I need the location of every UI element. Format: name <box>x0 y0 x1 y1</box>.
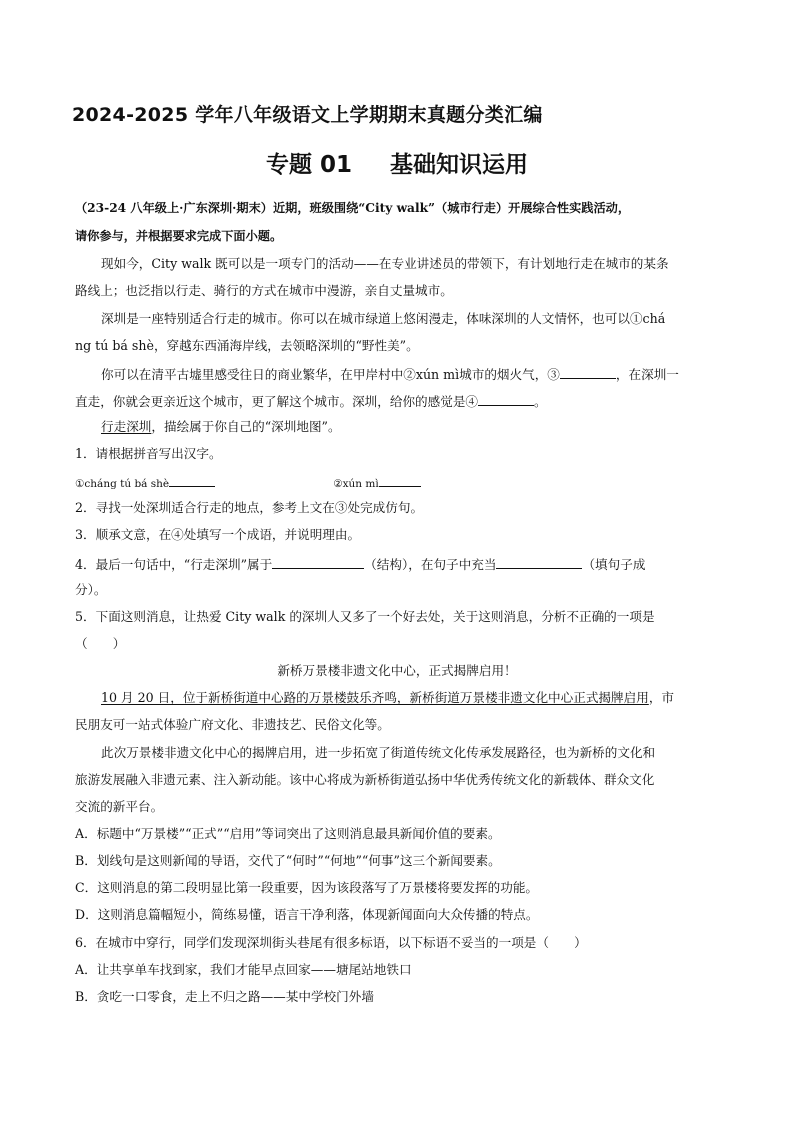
option-6b: B．贪吃一口零食，走上不归之路——某中学校门外墙 <box>75 989 374 1004</box>
news-p1-line-2: 民朋友可一站式体验广府文化、非遗技艺、民俗文化等。 <box>75 717 390 732</box>
passage-p3-text-c: 直走，你就会更亲近这个城市，更了解这个城市。深圳，给你的感觉是④ <box>75 394 478 409</box>
intro-line-1: （23-24 八年级上·广东深圳·期末）近期，班级围绕“City walk”（城市行走）开展综合性实践活动， <box>75 201 631 215</box>
passage-p3-text-d: 。 <box>534 394 547 409</box>
blank-3[interactable] <box>560 365 616 379</box>
question-5-line-1: 5．下面这则消息，让热爱 City walk 的深圳人又多了一个好去处，关于这则消息，分析不正确的一项是 <box>75 609 655 624</box>
passage-p2-line-2: ng tú bá shè，穿越东西涌海岸线，去领略深圳的“野性美”。 <box>75 338 419 353</box>
question-2: 2．寻找一处深圳适合行走的地点，参考上文在③处完成仿句。 <box>75 500 424 515</box>
passage-p3-text-b: ，在深圳一 <box>615 367 679 382</box>
news-p2-line-3: 交流的新平台。 <box>75 799 164 814</box>
collection-header: 2024-2025 学年八年级语文上学期期末真题分类汇编 <box>72 104 543 126</box>
passage-p2-line-1: 深圳是一座特别适合行走的城市。你可以在城市绿道上悠闲漫走，体味深圳的人文情怀，也可以①chá <box>101 311 666 326</box>
question-4-text-b: （结构），在句子中充当 <box>364 557 497 572</box>
answer-blank-structure[interactable] <box>272 555 364 569</box>
question-5-line-2: （ ） <box>75 636 126 651</box>
question-6: 6．在城市中穿行，同学们发现深圳街头巷尾有很多标语，以下标语不妥当的一项是（ ） <box>75 935 587 950</box>
blank-4[interactable] <box>478 392 534 406</box>
news-p2-line-2: 旅游发展融入非遗元素、注入新动能。该中心将成为新桥街道弘扬中华优秀传统文化的新载体、群众文化 <box>75 772 655 787</box>
answer-blank-2[interactable] <box>379 473 421 487</box>
question-4-line-2: 分）。 <box>75 582 107 597</box>
underlined-phrase: 行走深圳 <box>101 419 152 434</box>
news-title: 新桥万景楼非遗文化中心，正式揭牌启用！ <box>277 663 517 678</box>
option-5d: D．这则消息篇幅短小，简练易懂，语言干净利落，体现新闻面向大众传播的特点。 <box>75 907 539 922</box>
question-4 <box>75 555 723 573</box>
passage-p3-line-1 <box>101 365 749 383</box>
passage-p3-line-2 <box>75 392 723 410</box>
passage-p1-line-1: 现如今，City walk 既可以是一项专门的活动——在专业讲述员的带领下，有计划地行走在城市的某条 <box>101 256 669 271</box>
topic-name: 基础知识运用 <box>390 152 528 178</box>
question-1: 1．请根据拼音写出汉字。 <box>75 446 222 461</box>
passage-p4 <box>101 419 749 435</box>
question-1-answers <box>75 473 723 492</box>
option-5c: C．这则消息的第二段明显比第一段重要，因为该段落写了万景楼将要发挥的功能。 <box>75 880 539 895</box>
pinyin-1: ①cháng tú bá shè <box>75 478 170 490</box>
passage-p4-rest: ，描绘属于你自己的“深圳地图”。 <box>151 419 341 434</box>
pinyin-2: ②xún mì <box>333 478 379 490</box>
passage-p3-text-a: 你可以在清平古墟里感受往日的商业繁华，在甲岸村中②xún mì城市的烟火气，③ <box>101 367 560 382</box>
answer-blank-component[interactable] <box>496 555 582 569</box>
option-6a: A．让共享单车找到家，我们才能早点回家——塘尾站地铁口 <box>75 962 412 977</box>
question-4-text-a: 4．最后一句话中，“行走深圳”属于 <box>75 557 273 572</box>
topic-label: 专题 01 <box>265 152 352 178</box>
topic-title <box>0 146 794 179</box>
intro-line-2: 请你参与，并根据要求完成下面小题。 <box>75 229 283 243</box>
news-lead-underlined: 10 月 20 日，位于新桥街道中心路的万景楼鼓乐齐鸣，新桥街道万景楼非遗文化中心正式揭牌启用 <box>101 690 649 705</box>
news-p1-line-1 <box>101 690 749 706</box>
news-p2-line-1: 此次万景楼非遗文化中心的揭牌启用，进一步拓宽了街道传统文化传承发展路径，也为新桥的文化和 <box>101 745 656 760</box>
option-5a: A．标题中“万景楼”“正式”“启用”等词突出了这则消息最具新闻价值的要素。 <box>75 826 501 841</box>
news-p1-rest: ，市 <box>648 690 674 705</box>
option-5b: B．划线句是这则新闻的导语，交代了“何时”“何地”“何事”这三个新闻要素。 <box>75 853 501 868</box>
question-3: 3．顺承文意，在④处填写一个成语，并说明理由。 <box>75 527 361 542</box>
passage-p1-line-2: 路线上；也泛指以行走、骑行的方式在城市中漫游，亲自丈量城市。 <box>75 283 453 298</box>
question-4-text-c: （填句子成 <box>582 557 646 572</box>
answer-blank-1[interactable] <box>169 473 215 487</box>
